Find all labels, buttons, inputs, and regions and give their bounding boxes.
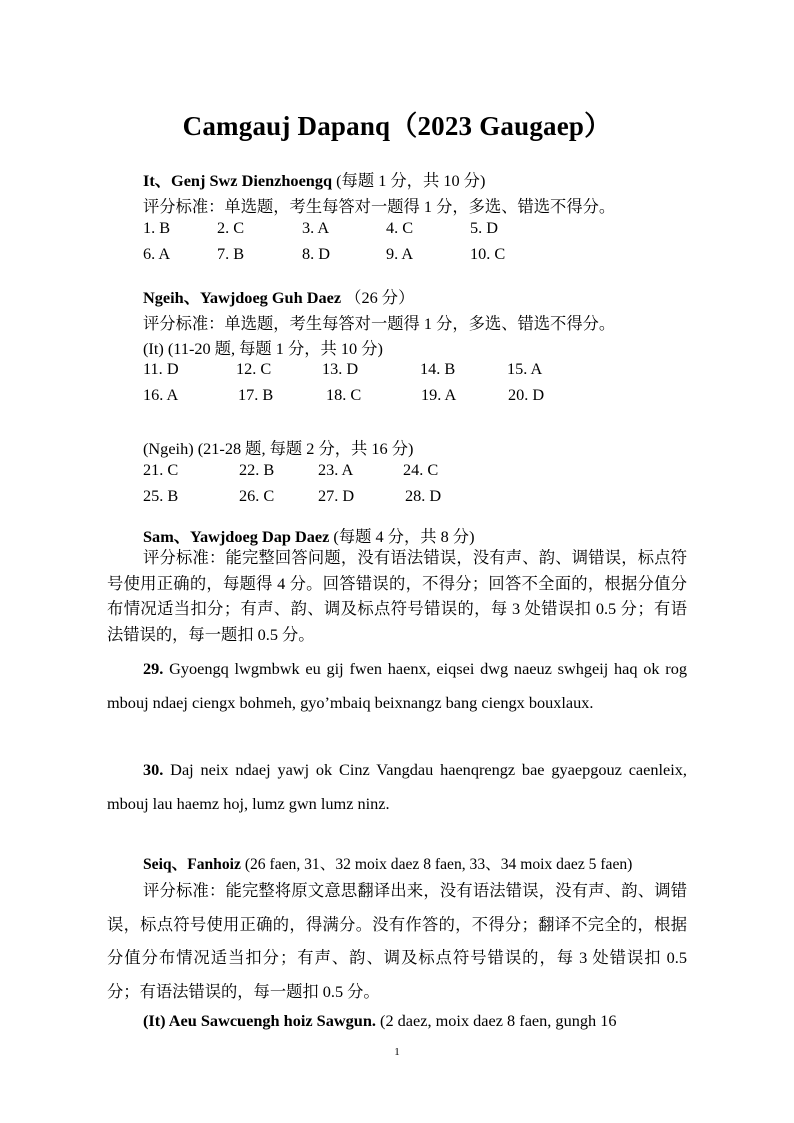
answer-cell: 1. B (143, 218, 171, 237)
answer-cell: 21. C (143, 460, 179, 479)
section-3-criteria-text: 评分标准：能完整回答问题，没有语法错误，没有声、韵、调错误，标点符号使用正确的，每题得 4 分。回答错误的，不得分；回答不全面的，根据分值分布情况适当扣分；有声、韵、调及标点符号错误的，每 3 处错误扣 0.5 分；有语法错误的，每一题扣 0.5 分。 (107, 548, 687, 644)
answer-cell: 20. D (508, 385, 545, 404)
answer-cell: 28. D (405, 486, 442, 505)
answer-cell: 25. B (143, 486, 179, 505)
answer-30-text: Daj neix ndaej yawj ok Cinz Vangdau haenqrengz bae gyaepgouz caenleix, mbouj lau haemz hoj, lumz gwn lumz ninz. (107, 760, 687, 813)
answer-cell: 8. D (302, 244, 331, 263)
section-1-heading-bold: It、Genj Swz Dienzhoengq (143, 171, 333, 190)
section-4-subheading (143, 1011, 616, 1031)
answer-cell: 18. C (326, 385, 362, 404)
section-2-criteria: 评分标准：单选题，考生每答对一题得 1 分，多选、错选不得分。 (143, 314, 616, 333)
section-2-part-2-heading: (Ngeih) (21-28 题, 每题 2 分，共 16 分) (143, 439, 414, 458)
section-1-criteria: 评分标准：单选题，考生每答对一题得 1 分，多选、错选不得分。 (143, 197, 616, 216)
answer-cell: 17. B (238, 385, 274, 404)
answer-cell: 19. A (421, 385, 457, 404)
section-4-heading (143, 852, 632, 874)
answer-cell: 5. D (470, 218, 499, 237)
answer-cell: 24. C (403, 460, 439, 479)
answer-cell: 11. D (143, 359, 179, 378)
answer-cell: 7. B (217, 244, 245, 263)
section-3-heading (143, 523, 475, 547)
answer-cell: 27. D (318, 486, 355, 505)
answer-cell: 10. C (470, 244, 506, 263)
section-4-heading-bold: Seiq、Fanhoiz (143, 856, 241, 873)
answer-cell: 4. C (386, 218, 414, 237)
answer-29 (107, 652, 687, 719)
answer-30-number: 30. (143, 760, 164, 779)
answer-30 (107, 753, 687, 820)
answer-29-text: Gyoengq lwgmbwk eu gij fwen haenx, eiqsei dwg naeuz swhgeij haq ok rog mbouj ndaej ciengx bohmeh, gyo’mbaiq beixnangz bang ciengx bouxlaux. (107, 659, 687, 712)
answer-cell: 6. A (143, 244, 171, 263)
section-4-heading-points: (26 faen, 31、32 moix daez 8 faen, 33、34 moix daez 5 faen) (240, 856, 633, 873)
section-4-subheading-bold: (It) Aeu Sawcuengh hoiz Sawgun. (143, 1011, 376, 1030)
section-1-heading (143, 167, 485, 191)
answer-cell: 13. D (322, 359, 359, 378)
document-title: Camgauj Dapanq（2023 Gaugaep） (182, 111, 612, 141)
section-2-heading (143, 284, 414, 308)
section-1-heading-points: (每题 1 分，共 10 分) (332, 171, 486, 190)
section-2-heading-points: （26 分） (341, 288, 415, 307)
section-2-part-1-heading: (It) (11-20 题, 每题 1 分，共 10 分) (143, 339, 383, 358)
answer-cell: 2. C (217, 218, 245, 237)
section-4-criteria (107, 874, 687, 1008)
answer-cell: 26. C (239, 486, 275, 505)
answer-cell: 3. A (302, 218, 330, 237)
answer-cell: 14. B (420, 359, 456, 378)
answer-cell: 9. A (386, 244, 414, 263)
section-3-heading-points: (每题 4 分，共 8 分) (329, 527, 475, 546)
section-3-criteria (107, 545, 687, 647)
page-number: 1 (394, 1046, 400, 1058)
section-4-criteria-text: 评分标准：能完整将原文意思翻译出来，没有语法错误，没有声、韵、调错误，标点符号使用正确的，得满分。没有作答的，不得分；翻译不完全的，根据分值分布情况适当扣分；有声、韵、调及标点符号错误的，每 3 处错误扣 0.5 分；有语法错误的，每一题扣 0.5 分。 (107, 881, 687, 1001)
section-4-subheading-points: (2 daez, moix daez 8 faen, gungh 16 (375, 1011, 617, 1030)
section-3-heading-bold: Sam、Yawjdoeg Dap Daez (143, 527, 330, 546)
answer-29-number: 29. (143, 659, 164, 678)
answer-cell: 15. A (507, 359, 543, 378)
answer-cell: 23. A (318, 460, 354, 479)
answer-cell: 22. B (239, 460, 275, 479)
section-2-heading-bold: Ngeih、Yawjdoeg Guh Daez (143, 288, 342, 307)
answer-cell: 12. C (236, 359, 272, 378)
answer-cell: 16. A (143, 385, 179, 404)
